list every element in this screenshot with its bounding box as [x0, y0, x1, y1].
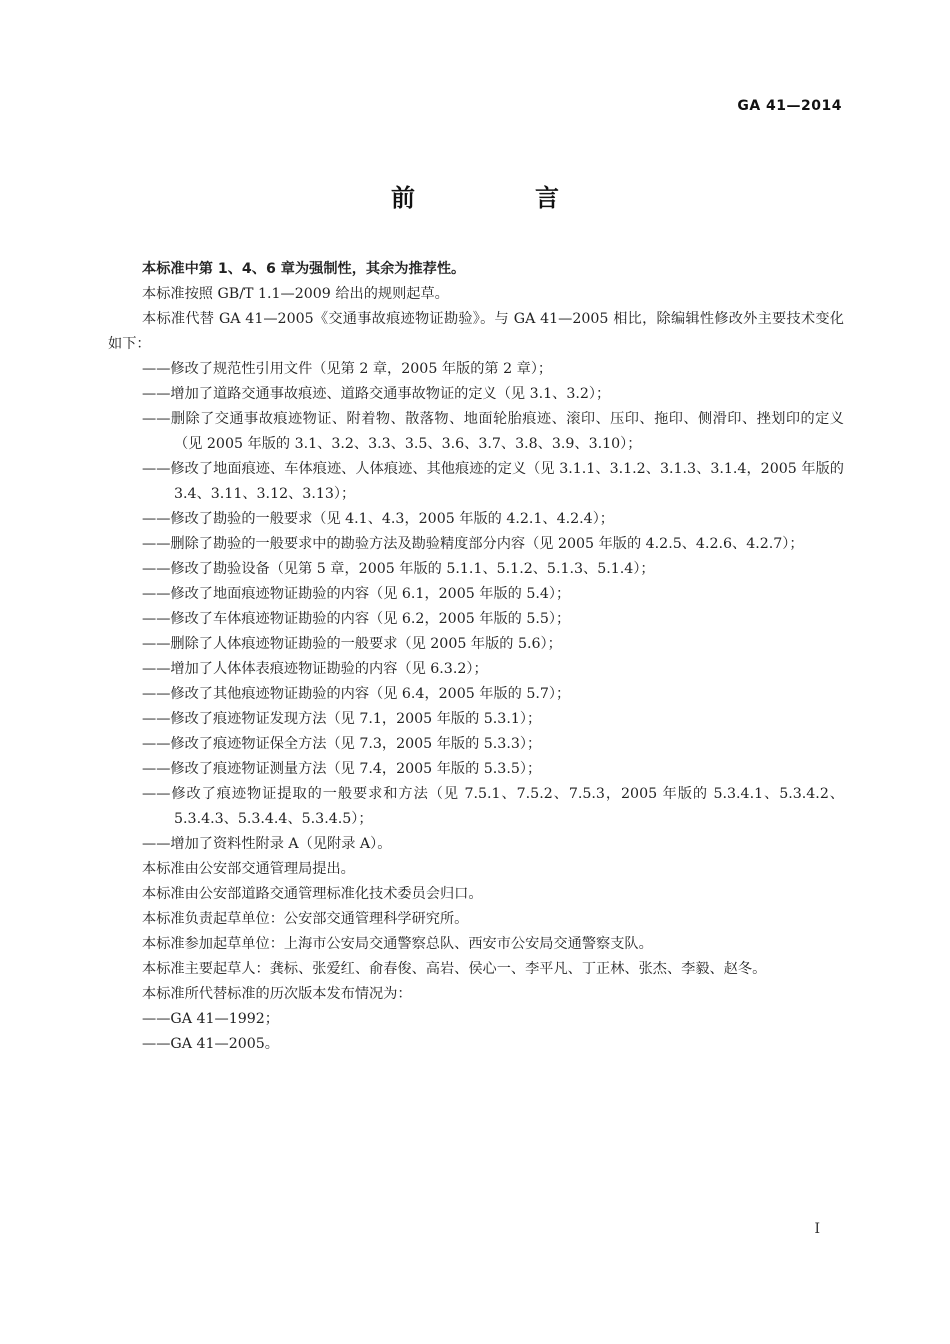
change-item: ——修改了地面痕迹、车体痕迹、人体痕迹、其他痕迹的定义（见 3.1.1、3.1.2、3.1.3、3.1.4，2005 年版的 3.4、3.11、3.12、3.13）；: [142, 461, 844, 502]
replacement-paragraph: 本标准代替 GA 41—2005《交通事故痕迹物证勘验》。与 GA 41—2005 相比，除编辑性修改外主要技术变化如下：: [108, 311, 844, 352]
committee-paragraph: 本标准由公安部道路交通管理标准化技术委员会归口。: [142, 886, 483, 902]
page-title: 前 言: [391, 184, 607, 212]
proposer-paragraph: 本标准由公安部交通管理局提出。: [142, 861, 355, 877]
participating-drafters-paragraph: 本标准参加起草单位：上海市公安局交通警察总队、西安市公安局交通警察支队。: [142, 936, 653, 952]
standard-code: GA 41—2014: [737, 98, 842, 114]
change-item: ——修改了其他痕迹物证勘验的内容（见 6.4，2005 年版的 5.7）；: [142, 686, 571, 702]
change-item: ——修改了痕迹物证测量方法（见 7.4，2005 年版的 5.3.5）；: [142, 761, 542, 777]
main-drafters-paragraph: 本标准主要起草人：龚标、张爱红、俞春俊、高岩、侯心一、李平凡、丁正林、张杰、李毅、赵冬。: [142, 961, 767, 977]
change-item: ——修改了勘验设备（见第 5 章，2005 年版的 5.1.1、5.1.2、5.1.3、5.1.4）；: [142, 561, 655, 577]
change-item: ——修改了痕迹物证发现方法（见 7.1，2005 年版的 5.3.1）；: [142, 711, 542, 727]
foreword-body: [108, 257, 844, 1057]
previous-version-item: ——GA 41—2005。: [142, 1036, 279, 1052]
change-item: ——修改了痕迹物证提取的一般要求和方法（见 7.5.1、7.5.2、7.5.3，2005 年版的 5.3.4.1、5.3.4.2、5.3.4.3、5.3.4.4、5.3.4.5）；: [142, 786, 844, 827]
change-item: ——修改了痕迹物证保全方法（见 7.3，2005 年版的 5.3.3）；: [142, 736, 542, 752]
change-item: ——修改了地面痕迹物证勘验的内容（见 6.1，2005 年版的 5.4）；: [142, 586, 571, 602]
change-item: ——删除了勘验的一般要求中的勘验方法及勘验精度部分内容（见 2005 年版的 4.2.5、4.2.6、4.2.7）；: [142, 536, 804, 552]
change-item: ——增加了人体体表痕迹物证勘验的内容（见 6.3.2）；: [142, 661, 488, 677]
page-number: I: [814, 1221, 820, 1237]
change-item: ——增加了资料性附录 A（见附录 A）。: [142, 836, 392, 852]
previous-version-item: ——GA 41—1992；: [142, 1011, 279, 1027]
change-item: ——增加了道路交通事故痕迹、道路交通事故物证的定义（见 3.1、3.2）；: [142, 386, 611, 402]
version-history-paragraph: 本标准所代替标准的历次版本发布情况为：: [142, 986, 412, 1002]
change-item: ——删除了交通事故痕迹物证、附着物、散落物、地面轮胎痕迹、滚印、压印、拖印、侧滑印、挫划印的定义（见 2005 年版的 3.1、3.2、3.3、3.5、3.6、3.7、3.8、3.9、3.10）；: [142, 411, 844, 452]
drafting-rules-paragraph: 本标准按照 GB/T 1.1—2009 给出的规则起草。: [142, 286, 449, 302]
change-item: ——删除了人体痕迹物证勘验的一般要求（见 2005 年版的 5.6）；: [142, 636, 562, 652]
change-item: ——修改了规范性引用文件（见第 2 章，2005 年版的第 2 章）；: [142, 361, 553, 377]
mandatory-statement: 本标准中第 1、4、6 章为强制性，其余为推荐性。: [142, 261, 466, 277]
change-item: ——修改了勘验的一般要求（见 4.1、4.3，2005 年版的 4.2.1、4.2.4）；: [142, 511, 614, 527]
lead-drafter-paragraph: 本标准负责起草单位：公安部交通管理科学研究所。: [142, 911, 469, 927]
change-item: ——修改了车体痕迹物证勘验的内容（见 6.2，2005 年版的 5.5）；: [142, 611, 571, 627]
